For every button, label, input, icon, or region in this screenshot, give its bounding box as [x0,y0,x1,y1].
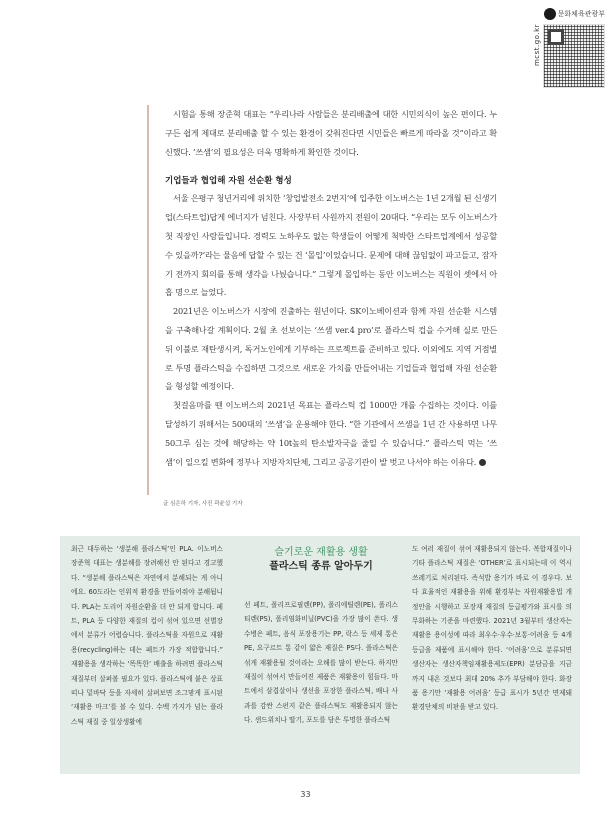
end-mark-icon [479,459,486,466]
sidebar-column-3 [412,542,572,715]
publisher-brand [544,8,605,20]
article-paragraph-4 [165,396,497,471]
ministry-logo-icon [544,8,556,20]
sidebar-heading-line1: 슬기로운 재활용 생활 [274,547,368,558]
sidebar-heading [244,546,398,574]
article-paragraph-3: 2021년은 이노버스가 시장에 진출하는 원년이다. SK이노베이션과 함께 자원 선순환 시스템을 구축해나갈 계획이다. 2월 초 선보이는 ‘쓰샘 ver.4 pro’로 플라스틱 컵을 수거해 실로 만든 뒤 이불로 재탄생시켜, 독거노인에게 기부하는 프로젝트를 준비하고 있다. 이외에도 지역 거점별로 투명 플라스틱을 수집하면 그것으로 새로운 가치를 만들어내는 기업들과 협업해 자원 선순환을 형성할 예정이다. [165,306,497,392]
publisher-url: mcst.go.kr [533,24,541,67]
page-number: 33 [300,790,311,799]
publisher-name: 문화체육관광부 [557,10,605,18]
article-paragraph-1: 시험을 통해 장준혁 대표는 “우리나라 사람들은 분리배출에 대한 시민의식이 높은 편이다. 누구든 쉽게 제대로 분리배출 할 수 있는 환경이 갖춰진다면 시민들은 빠르게 따라올 것”이라고 확신했다. ‘쓰샘’의 필요성은 더욱 명확하게 확인한 것이다. [165,109,497,157]
sidebar-heading-line2: 플라스틱 종류 알아두기 [269,561,373,572]
sidebar-column-1 [71,542,223,729]
article-subheading: 기업들과 협업해 자원 선순환 형성 [165,176,292,187]
sidebar-box [60,536,580,774]
sidebar-text-2: 선 페트, 폴리프로필렌(PP), 폴리에틸렌(PE), 폴리스티렌(PS), 폴리염화비닐(PVC)을 가장 많이 쓴다. 생수병은 페트, 음식 포장용기는 PP, 락스 등 세제 통은 PE, 요구르트 통 같이 얇은 재질은 PS다. 플라스틱은 섞게 재활용될 것이라는 오해를 많이 받는다. 하지만 재질이 섞여서 만들어진 제품은 재활용이 힘들다. 마트에서 삼겹살이나 생선을 포장한 플라스틱, 배나 사과를 감싼 스펀지 같은 플라스틱도 재활용되지 않는다. 샌드위치나 딸기, 포도를 담은 투명한 플라스틱 [244,601,398,725]
article-paragraph-2: 서울 은평구 청년거리에 위치한 ‘창업발전소 2번지’에 입주한 이노버스는 1년 2개월 된 신생기업(스타트업)답게 에너지가 넘친다. 사장부터 사원까지 전원이 20대다. “우리는 모두 이노버스가 첫 직장인 사람들입니다. 경력도 노하우도 없는 학생들이 어떻게 척박한 스타트업계에서 성공할 수 있을까?’라는 물음에 답할 수 있는 건 ‘몰입’이었습니다. 문제에 대해 끊임없이 파고들고, 잠자기 전까지 회의를 통해 생각을 나눴습니다.” 그렇게 몰입하는 동안 이노버스는 직원이 셋에서 아홉 명으로 늘었다. [165,193,497,298]
sidebar-text-1: 최근 대두하는 ‘생분해 플라스틱’인 PLA. 이노버스 장준혁 대표는 생분해를 장려해선 안 된다고 경고했다. “생분해 플라스틱은 자연에서 분해되는 게 아니에요. 60도라는 인위적 환경을 만들어줘야 분해됩니다. PLA는 도리어 자원순환을 더 안 되게 합니다. 페트, PLA 등 다양한 재질의 컵이 섞여 있으면 선별장에서 분류가 어렵습니다. 플라스틱을 자원으로 재활용(recycling)하는 데는 페트가 가장 적합합니다.” 재활용을 생각하는 ‘똑똑한’ 배출을 하려면 플라스틱 재질부터 살펴볼 필요가 있다. 플라스틱에 붙은 상표띠나 밑바닥 등을 자세히 살펴보면 조그맣게 표시된 ‘재활용 마크’를 볼 수 있다. 수백 가지가 넘는 플라스틱 재질 중 일상생활에 [71,545,223,726]
article-byline: 글 심은하 기자, 사진 곽윤섭 기자 [163,501,243,507]
article-paragraph-4-text: 첫걸음마를 뗀 이노버스의 2021년 목표는 플라스틱 컵 1000만 개를 수집하는 것이다. 이를 달성하기 위해서는 500대의 ‘쓰샘’을 운용해야 한다. “한 기관에서 쓰샘을 1년 간 사용하면 나무 50그루 심는 것에 해당하는 약 10t높의 탄소발자국을 줄일 수 있습니다.” 플라스틱 먹는 ‘쓰샘’이 일으킬 변화에 정부나 지방자치단체, 그리고 공공기관이 발 벗고 나서야 하는 이유다. [165,400,497,467]
sidebar-column-2 [244,598,398,728]
publisher-corner [533,6,605,92]
qr-code-icon [543,24,605,88]
article-body [147,105,497,495]
sidebar-text-3: 도 여러 재질이 섞여 재활용되지 않는다. 복합재질이나 기타 플라스틱 재질은 ‘OTHER’로 표시되는데 이 역시 쓰레기로 처리된다. 즉석밥 용기가 바로 이 경우다. 보다 효율적인 재활용을 위해 환경부는 자원재활용법 개정안을 시행하고 포장재 재질의 등급평가와 표시를 의무화하는 기준을 마련했다. 2021년 3월부터 생산자는 재활용 용이성에 따라 최우수·우수·보통·어려움 등 4개 등급을 제품에 표시해야 한다. ‘어려움’으로 분류되면 생산자는 생산자책임재활용제도(EPR) 분담금을 지금까지 내온 것보다 최대 20% 추가 부담해야 한다. 화장품 용기만 ‘재활용 어려움’ 등급 표시가 5년간 면제돼 환경단체의 비판을 받고 있다. [412,545,572,712]
